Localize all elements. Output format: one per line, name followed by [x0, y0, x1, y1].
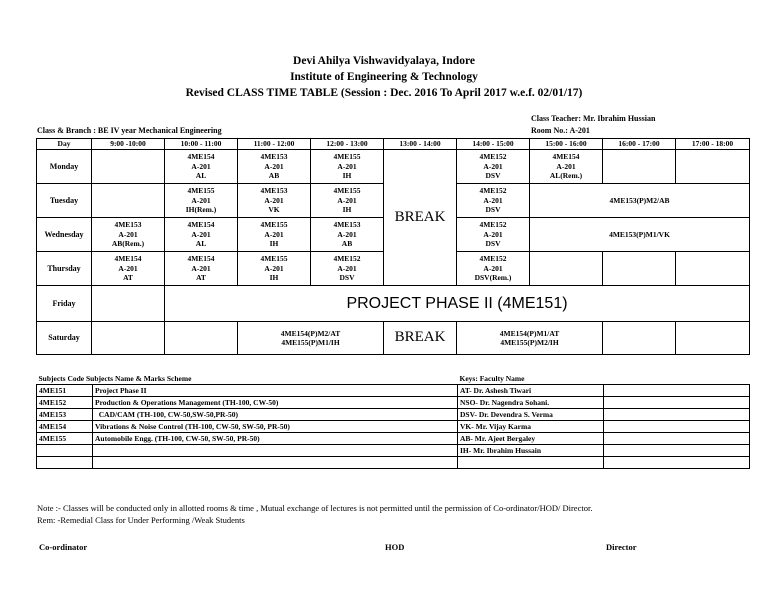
- subject-name: [93, 445, 458, 457]
- empty-cell: [604, 457, 750, 469]
- keys-header: Keys: Faculty Name: [458, 373, 750, 385]
- subject-code: 4ME154: [552, 152, 580, 162]
- lab-cell: [457, 322, 603, 355]
- class-branch: Class & Branch : BE IV year Mechanical Engineering: [37, 126, 222, 135]
- empty-cell: [676, 252, 750, 286]
- lab-line: 4ME154(P)M2/AT: [280, 328, 341, 338]
- room: A-201: [118, 229, 138, 239]
- class-cell: [457, 218, 530, 252]
- subject-code: 4ME152: [479, 152, 507, 162]
- room: A-201: [337, 263, 357, 273]
- empty-cell: [604, 397, 750, 409]
- timetable: [36, 138, 750, 355]
- faculty-key: VK- Mr. Vijay Karma: [458, 421, 604, 433]
- subject-row: [37, 397, 750, 409]
- subject-name: CAD/CAM (TH-100, CW-50,SW-50,PR-50): [93, 409, 458, 421]
- subjects-header: Subjects Code Subjects Name & Marks Scheme: [37, 373, 458, 385]
- note-text: Note :- Classes will be conducted only in allotted rooms & time , Mutual exchange of lectures is not permitted until the permission of Co-ordinator/HOD/ Director.: [37, 503, 593, 513]
- subject-row: [37, 409, 750, 421]
- subject-row: [37, 445, 750, 457]
- class-cell: [165, 184, 238, 218]
- room-number: Room No.: A-201: [531, 126, 590, 135]
- col-header: 9:00 -10:00: [92, 139, 165, 150]
- subject-code: 4ME155: [260, 254, 288, 264]
- room: A-201: [191, 195, 211, 205]
- faculty-key: [458, 457, 604, 469]
- subject-code: 4ME154: [187, 254, 215, 264]
- col-header: 15:00 - 16:00: [530, 139, 603, 150]
- room: A-201: [264, 229, 284, 239]
- faculty: DSV: [485, 205, 501, 215]
- subject-code: 4ME152: [479, 254, 507, 264]
- class-cell: [92, 218, 165, 252]
- empty-cell: [603, 150, 676, 184]
- break-cell: BREAK: [384, 150, 457, 286]
- faculty: DSV: [485, 171, 501, 181]
- class-teacher: Class Teacher: Mr. Ibrahim Hussian: [531, 114, 656, 123]
- page-title: Revised CLASS TIME TABLE (Session : Dec. 2016 To April 2017 w.e.f. 02/01/17): [185, 87, 583, 99]
- class-cell: [238, 184, 311, 218]
- faculty: IH: [269, 273, 279, 283]
- faculty: AL(Rem.): [549, 171, 583, 181]
- faculty-key: NSO- Dr. Nagendra Sohani.: [458, 397, 604, 409]
- faculty: AB: [341, 239, 353, 249]
- subject-code: [37, 445, 93, 457]
- row-saturday: [37, 322, 750, 355]
- subjects-header-row: [37, 373, 750, 385]
- subject-code: 4ME153: [260, 152, 288, 162]
- room: A-201: [337, 195, 357, 205]
- subject-name: Automobile Engg. (TH-100, CW-50, SW-50, PR-50): [93, 433, 458, 445]
- subject-code: 4ME154: [187, 220, 215, 230]
- faculty: IH(Rem.): [185, 205, 217, 215]
- class-cell: [238, 150, 311, 184]
- empty-cell: [165, 322, 238, 355]
- subject-code: 4ME152: [479, 186, 507, 196]
- empty-cell: [603, 252, 676, 286]
- subject-code: 4ME154: [37, 421, 93, 433]
- subject-row: [37, 385, 750, 397]
- hod-signature: HOD: [385, 542, 405, 552]
- subject-name: Vibrations & Noise Control (TH-100, CW-50, SW-50, PR-50): [93, 421, 458, 433]
- room: A-201: [191, 229, 211, 239]
- empty-cell: [676, 322, 750, 355]
- empty-cell: [604, 421, 750, 433]
- empty-cell: [92, 184, 165, 218]
- timetable-header-row: [37, 139, 750, 150]
- faculty: IH: [269, 239, 279, 249]
- class-cell: [311, 150, 384, 184]
- room: A-201: [191, 263, 211, 273]
- subject-code: 4ME154: [114, 254, 142, 264]
- subject-code: 4ME152: [37, 397, 93, 409]
- subject-code: 4ME155: [37, 433, 93, 445]
- subject-code: 4ME153: [333, 220, 361, 230]
- day-label: Monday: [37, 150, 92, 184]
- room: A-201: [118, 263, 138, 273]
- class-cell: [311, 252, 384, 286]
- lab-line: 4ME155(P)M2/IH: [500, 338, 559, 347]
- empty-cell: [530, 252, 603, 286]
- faculty-key: DSV- Dr. Devendra S. Verma: [458, 409, 604, 421]
- faculty: DSV(Rem.): [474, 273, 512, 283]
- class-cell: [457, 150, 530, 184]
- faculty: DSV: [485, 239, 501, 249]
- room: A-201: [483, 195, 503, 205]
- faculty: IH: [342, 205, 352, 215]
- class-cell: [238, 252, 311, 286]
- col-header: 16:00 - 17:00: [603, 139, 676, 150]
- room: A-201: [264, 161, 284, 171]
- subject-code: 4ME154: [187, 152, 215, 162]
- class-cell: [165, 218, 238, 252]
- project-cell: PROJECT PHASE II (4ME151): [165, 286, 750, 322]
- subject-row: [37, 421, 750, 433]
- subject-name: Production & Operations Management (TH-100, CW-50): [93, 397, 458, 409]
- faculty: IH: [342, 171, 352, 181]
- empty-cell: [92, 286, 165, 322]
- coordinator-signature: Co-ordinator: [39, 542, 88, 552]
- subject-code: 4ME152: [479, 220, 507, 230]
- subject-row: [37, 433, 750, 445]
- room: A-201: [264, 195, 284, 205]
- subject-code: 4ME153: [260, 186, 288, 196]
- empty-cell: [604, 433, 750, 445]
- lab-cell: 4ME153(P)M1/VK: [530, 218, 750, 252]
- day-label: Saturday: [37, 322, 92, 355]
- faculty-key: IH- Mr. Ibrahim Hussain: [458, 445, 604, 457]
- subject-name: [93, 457, 458, 469]
- subject-row: [37, 457, 750, 469]
- col-header: 10:00 - 11:00: [165, 139, 238, 150]
- empty-cell: [92, 150, 165, 184]
- subject-code: 4ME155: [333, 186, 361, 196]
- col-header: 14:00 - 15:00: [457, 139, 530, 150]
- subject-code: 4ME151: [37, 385, 93, 397]
- faculty: AB(Rem.): [111, 239, 145, 249]
- col-header: 17:00 - 18:00: [676, 139, 750, 150]
- subject-name: Project Phase II: [93, 385, 458, 397]
- day-label: Tuesday: [37, 184, 92, 218]
- room: A-201: [337, 161, 357, 171]
- subject-code: 4ME155: [333, 152, 361, 162]
- director-signature: Director: [606, 542, 637, 552]
- remedial-note: Rem: -Remedial Class for Under Performing /Weak Students: [37, 515, 245, 525]
- room: A-201: [556, 161, 576, 171]
- lab-cell: [238, 322, 384, 355]
- faculty: AT: [196, 273, 206, 283]
- class-cell: [457, 252, 530, 286]
- subject-code: [37, 457, 93, 469]
- class-cell: [311, 218, 384, 252]
- day-label: Friday: [37, 286, 92, 322]
- room: A-201: [483, 263, 503, 273]
- class-cell: [457, 184, 530, 218]
- institute-name: Institute of Engineering & Technology: [290, 71, 478, 83]
- break-cell: BREAK: [384, 322, 457, 355]
- faculty: AL: [195, 171, 207, 181]
- faculty: AL: [195, 239, 207, 249]
- class-cell: [311, 184, 384, 218]
- room: A-201: [191, 161, 211, 171]
- class-cell: [165, 252, 238, 286]
- faculty: VK: [268, 205, 280, 215]
- empty-cell: [92, 322, 165, 355]
- class-cell: [92, 252, 165, 286]
- faculty-key: AT- Dr. Ashesh Tiwari: [458, 385, 604, 397]
- faculty: AT: [123, 273, 133, 283]
- col-header: 11:00 - 12:00: [238, 139, 311, 150]
- room: A-201: [264, 263, 284, 273]
- room: A-201: [483, 161, 503, 171]
- subjects-table: [36, 373, 750, 469]
- empty-cell: [676, 150, 750, 184]
- class-cell: [238, 218, 311, 252]
- class-cell: [530, 150, 603, 184]
- room: A-201: [337, 229, 357, 239]
- day-label: Thursday: [37, 252, 92, 286]
- subject-code: 4ME152: [333, 254, 361, 264]
- empty-cell: [603, 322, 676, 355]
- empty-cell: [604, 409, 750, 421]
- subject-code: 4ME153: [37, 409, 93, 421]
- row-friday: [37, 286, 750, 322]
- faculty: AB: [268, 171, 280, 181]
- row-monday: [37, 150, 750, 184]
- col-header: 12:00 - 13:00: [311, 139, 384, 150]
- col-header: Day: [37, 139, 92, 150]
- faculty: DSV: [339, 273, 355, 283]
- subject-code: 4ME155: [260, 220, 288, 230]
- col-header: 13:00 - 14:00: [384, 139, 457, 150]
- lab-cell: 4ME153(P)M2/AB: [530, 184, 750, 218]
- subject-code: 4ME153: [114, 220, 142, 230]
- subject-code: 4ME155: [187, 186, 215, 196]
- room: A-201: [483, 229, 503, 239]
- lab-line: 4ME154(P)M1/AT: [499, 328, 560, 338]
- empty-cell: [604, 385, 750, 397]
- class-cell: [165, 150, 238, 184]
- empty-cell: [604, 445, 750, 457]
- lab-line: 4ME155(P)M1/IH: [281, 338, 340, 347]
- university-name: Devi Ahilya Vishwavidyalaya, Indore: [293, 55, 475, 67]
- day-label: Wednesday: [37, 218, 92, 252]
- faculty-key: AB- Mr. Ajeet Bergaley: [458, 433, 604, 445]
